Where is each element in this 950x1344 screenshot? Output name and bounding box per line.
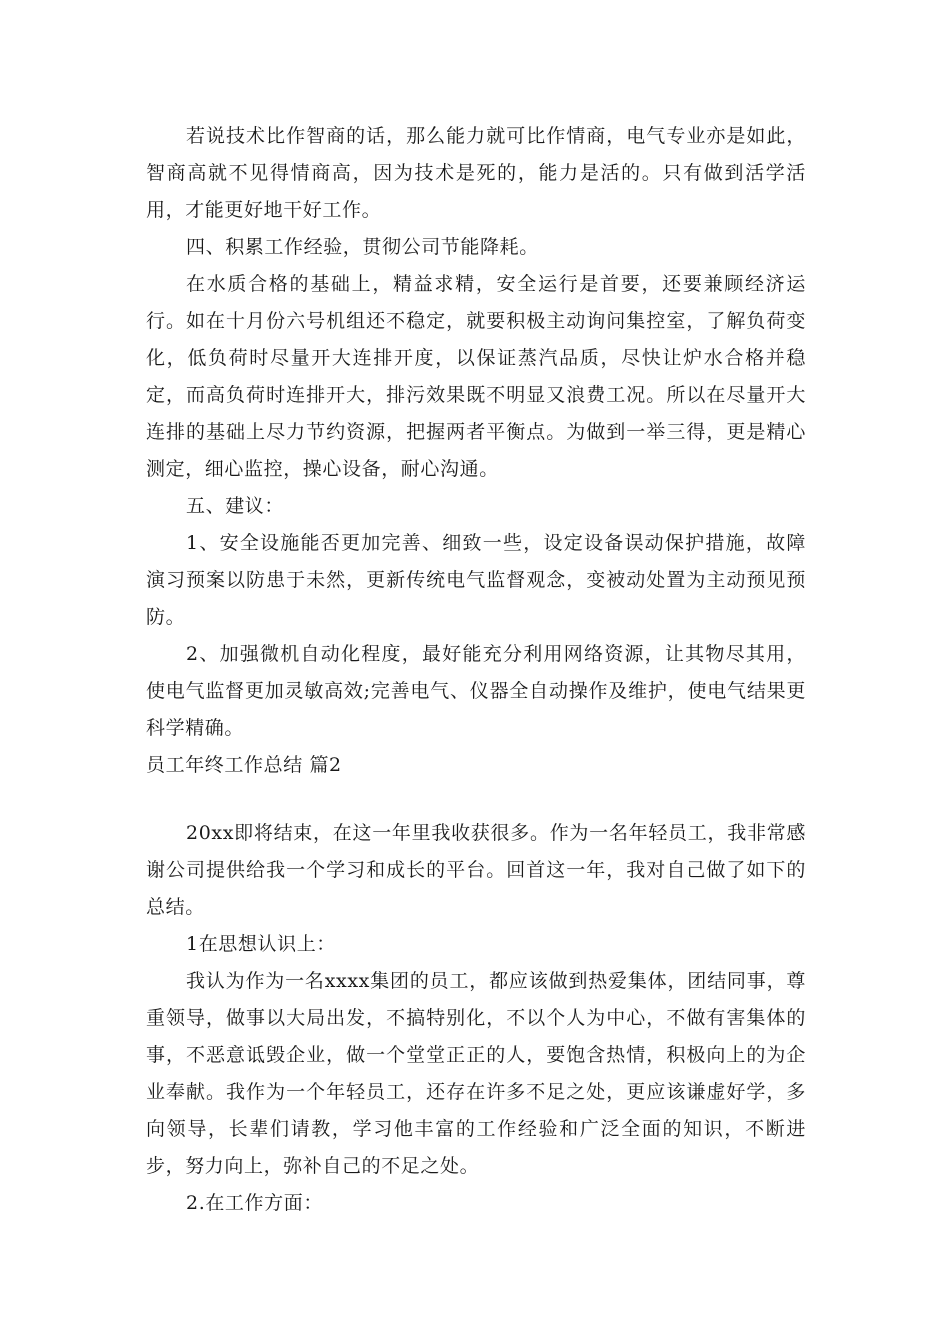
paragraph-ideology: 我认为作为一名xxxx集团的员工，都应该做到热爱集体，团结同事，尊重领导，做事以大局出发，不搞特别化，不以个人为中心，不做有害集体的事，不恶意诋毁企业，做一个堂堂正正的人，要饱含热情，积极向上的为企业奉献。我作为一个年轻员工，还存在许多不足之处，更应该谦虚好学，多向领导，长辈们请教，学习他丰富的工作经验和广泛全面的知识，不断进步，努力向上，弥补自己的不足之处。: [146, 970, 806, 1177]
heading-section-four: 四、积累工作经验，贯彻公司节能降耗。: [186, 236, 539, 258]
paragraph-tech-vs-ability: 若说技术比作智商的话，那么能力就可比作情商，电气专业亦是如此，智商高就不见得情商高，因为技术是死的，能力是活的。只有做到活学活用，才能更好地干好工作。: [146, 125, 806, 221]
heading-ideology: 1在思想认识上：: [186, 933, 336, 955]
paragraph-water-quality: 在水质合格的基础上，精益求精，安全运行是首要，还要兼顾经济运行。如在十月份六号机组还不稳定，就要积极主动询问集控室，了解负荷变化，低负荷时尽量开大连排开度，以保证蒸汽品质，尽快让炉水合格并稳定，而高负荷时连排开大，排污效果既不明显又浪费工况。所以在尽量开大连排的基础上尽力节约资源，把握两者平衡点。为做到一举三得，更是精心测定，细心监控，操心设备，耐心沟通。: [146, 273, 806, 480]
heading-work: 2.在工作方面：: [186, 1192, 323, 1214]
document-body: [146, 118, 806, 1222]
suggestion-item-1: 1、安全设施能否更加完善、细致一些，设定设备误动保护措施，故障演习预案以防患于未然，更新传统电气监督观念，变被动处置为主动预见预防。: [146, 532, 806, 628]
section-title: 员工年终工作总结 篇2: [146, 754, 342, 776]
heading-section-five: 五、建议：: [186, 495, 285, 517]
section-gap: [146, 784, 806, 815]
suggestion-item-2: 2、加强微机自动化程度，最好能充分利用网络资源，让其物尽其用，使电气监督更加灵敏高效;完善电气、仪器全自动操作及维护，使电气结果更科学精确。: [146, 643, 806, 739]
paragraph-year-intro: 20xx即将结束，在这一年里我收获很多。作为一名年轻员工，我非常感谢公司提供给我一个学习和成长的平台。回首这一年，我对自己做了如下的总结。: [146, 822, 806, 918]
